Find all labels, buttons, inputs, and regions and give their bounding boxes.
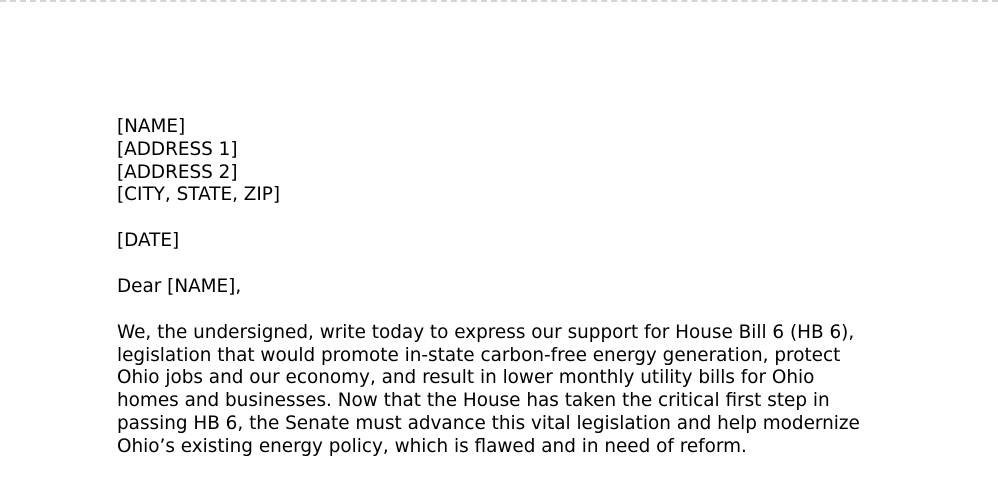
letter-body-paragraph: We, the undersigned, write today to express our support for House Bill 6 (HB 6), legislation that would promote in-state carbon-free energy generation, protect Ohio jobs and our economy, and result in lower monthly utility bills for Ohio homes and businesses. Now that the House has taken the critical first step in passing HB 6, the Senate must advance this vital legislation and help modernize Ohio’s existing energy policy, which is flawed and in need of reform.	[117, 321, 860, 457]
address-line-name: [NAME]	[117, 116, 186, 137]
letter-salutation: Dear [NAME],	[117, 275, 242, 297]
page-top-border	[0, 0, 998, 2]
letter-date: [DATE]	[117, 230, 180, 252]
letter-page	[117, 116, 877, 459]
address-line-2: [ADDRESS 2]	[117, 161, 238, 183]
recipient-address-block	[117, 116, 877, 207]
address-line-city-state-zip: [CITY, STATE, ZIP]	[117, 184, 281, 206]
address-line-1: [ADDRESS 1]	[117, 138, 238, 160]
